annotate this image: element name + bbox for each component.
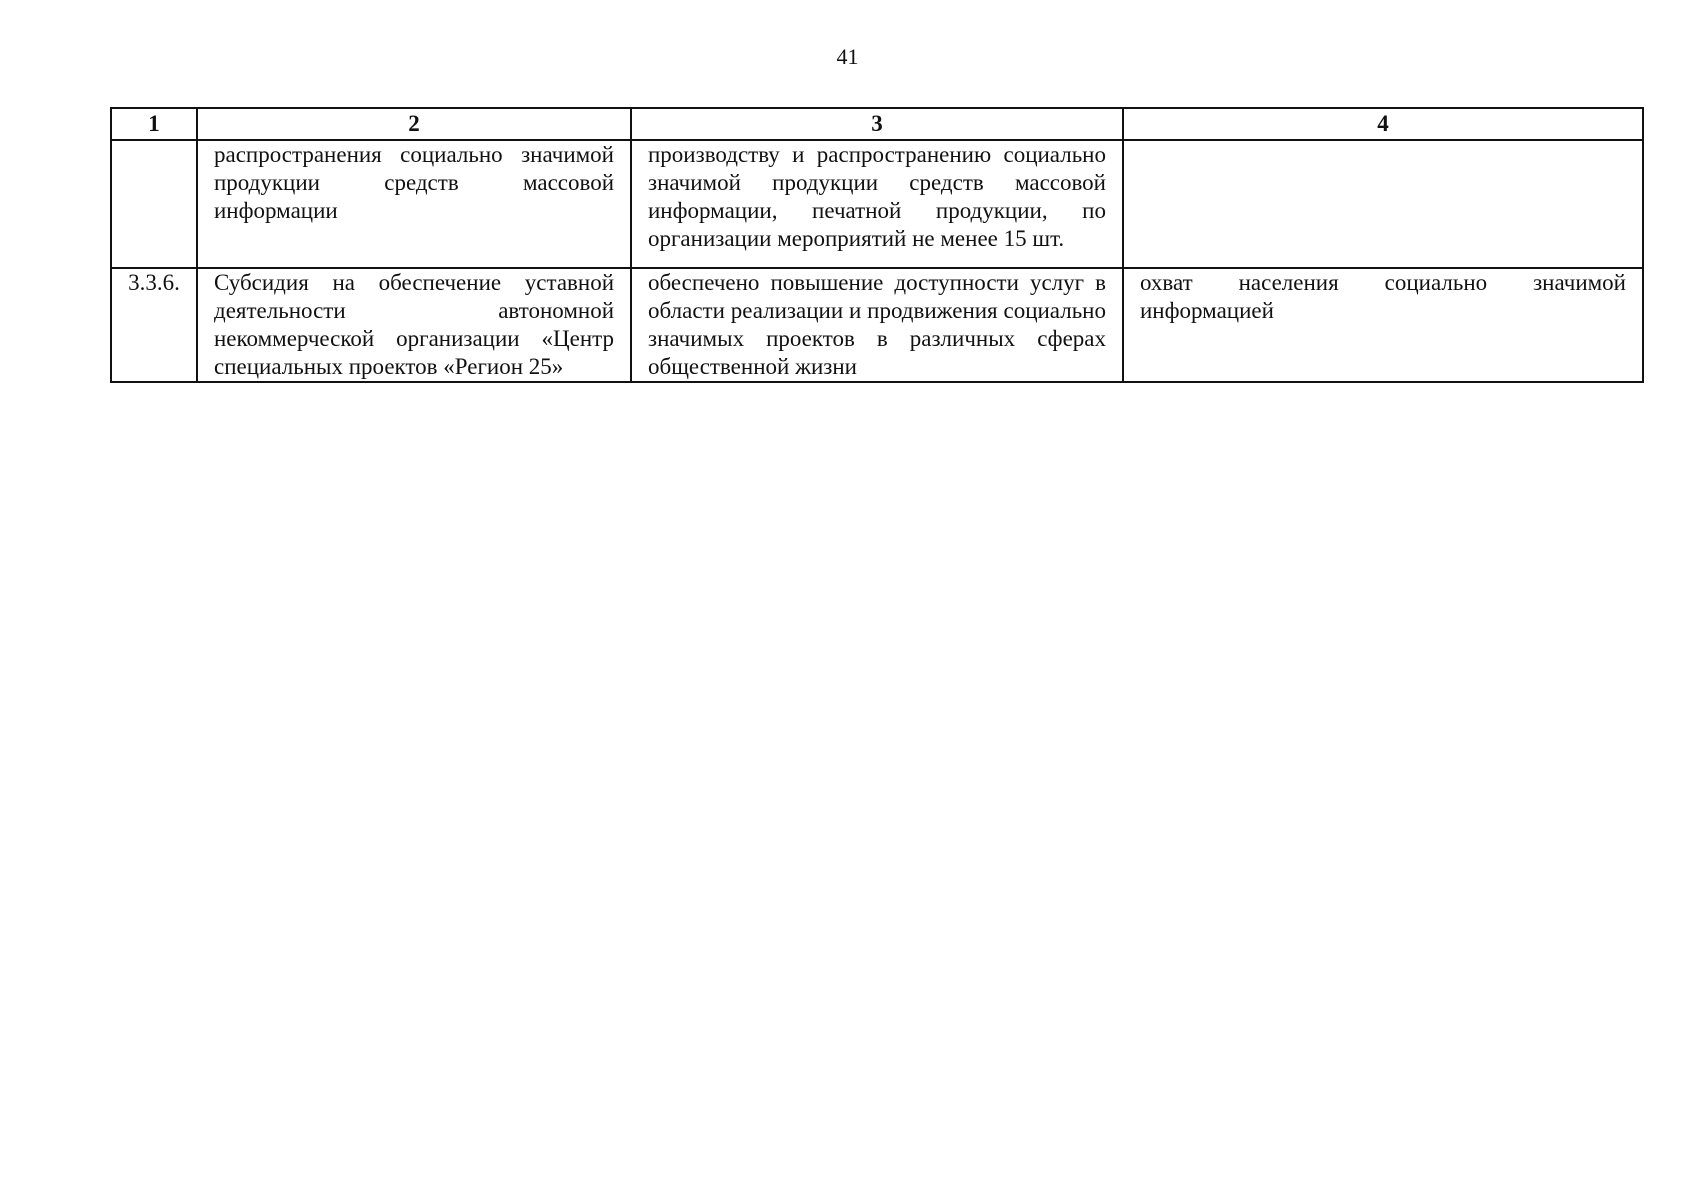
indicator-cell [1123,140,1643,268]
column-header-4: 4 [1123,108,1643,140]
expected-result-cell: производству и распространению социально значимой продукции средств массовой информации, печатной продукции, по организации мероприятий не менее 15 шт. [631,140,1123,268]
indicator-cell: охват населения социально значимой информацией [1123,268,1643,382]
table-row [111,140,1643,268]
table-header-row [111,108,1643,140]
row-number: 3.3.6. [111,268,197,382]
event-name-cell: Субсидия на обеспечение уставной деятельности автономной некоммерческой организации «Центр специальных проектов «Регион 25» [197,268,631,382]
page-number: 41 [836,44,859,69]
table-row [111,268,1643,382]
column-header-1: 1 [111,108,197,140]
program-table [110,107,1644,383]
expected-result-cell: обеспечено повышение доступности услуг в области реализации и продвижения социально значимых проектов в различных сферах общественной жизни [631,268,1123,382]
column-header-3: 3 [631,108,1123,140]
column-header-2: 2 [197,108,631,140]
row-number [111,140,197,268]
event-name-cell: распространения социально значимой продукции средств массовой информации [197,140,631,268]
